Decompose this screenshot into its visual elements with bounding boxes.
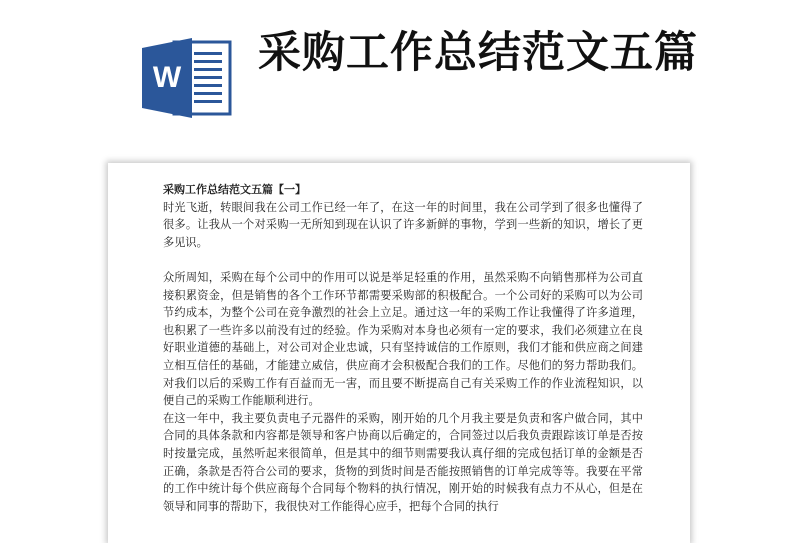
paragraph-3: 在这一年中，我主要负责电子元器件的采购，刚开始的几个月我主要是负责和客户做合同，其中合同的具体条款和内容都是领导和客户协商以后确定的，合同签过以后我负责跟踪该订单是否按时按量完成，虽然听起来很简单，但是其中的细节则需要我认真仔细的完成包括订单的金额是否正确，条款是否符合公司的要求，货物的到货时间是否能按照销售的订单完成等等。我要在平常的工作中统计每个供应商每个合同每个物料的执行情况，刚开始的时候我有点力不从心，但是在领导和同事的帮助下，我很快对工作能得心应手，把每个合同的执行	[163, 411, 643, 513]
paragraph-1: 时光飞逝，转眼间我在公司工作已经一年了，在这一年的时间里，我在公司学到了很多也懂得了很多。让我从一个对采购一无所知到现在认识了许多新鲜的事物，学到一些新的知识，增长了更多见识。	[163, 200, 643, 249]
word-icon-letter: W	[152, 61, 182, 94]
header-banner	[0, 0, 800, 150]
paragraph-spacer	[163, 251, 643, 269]
word-document-icon	[140, 36, 234, 120]
paragraph-2: 众所周知，采购在每个公司中的作用可以说是举足轻重的作用，虽然采购不向销售那样为公司直接积累资金，但是销售的各个工作环节都需要采购部的积极配合。一个公司好的采购可以为公司节约成本，为整个公司在竞争激烈的社会上立足。通过这一年的采购工作让我懂得了许多道理，也积累了一些许多以前没有过的经验。作为采购对本身也必须有一定的要求，我们必须建立在良好职业道德的基础上，对公司对企业忠诚，只有坚持诚信的工作原则，我们才能和供应商之间建立相互信任的基础，才能建立威信，供应商才会积极配合我们的工作。尽他们的努力帮助我们。对我们以后的采购工作有百益而无一害，而且要不断提高自己有关采购工作的作业流程知识，以便自己的采购工作能顺利进行。	[163, 270, 643, 408]
page-title: 采购工作总结范文五篇	[258, 28, 698, 78]
section-heading: 采购工作总结范文五篇【一】	[163, 183, 306, 196]
document-body	[163, 181, 643, 515]
